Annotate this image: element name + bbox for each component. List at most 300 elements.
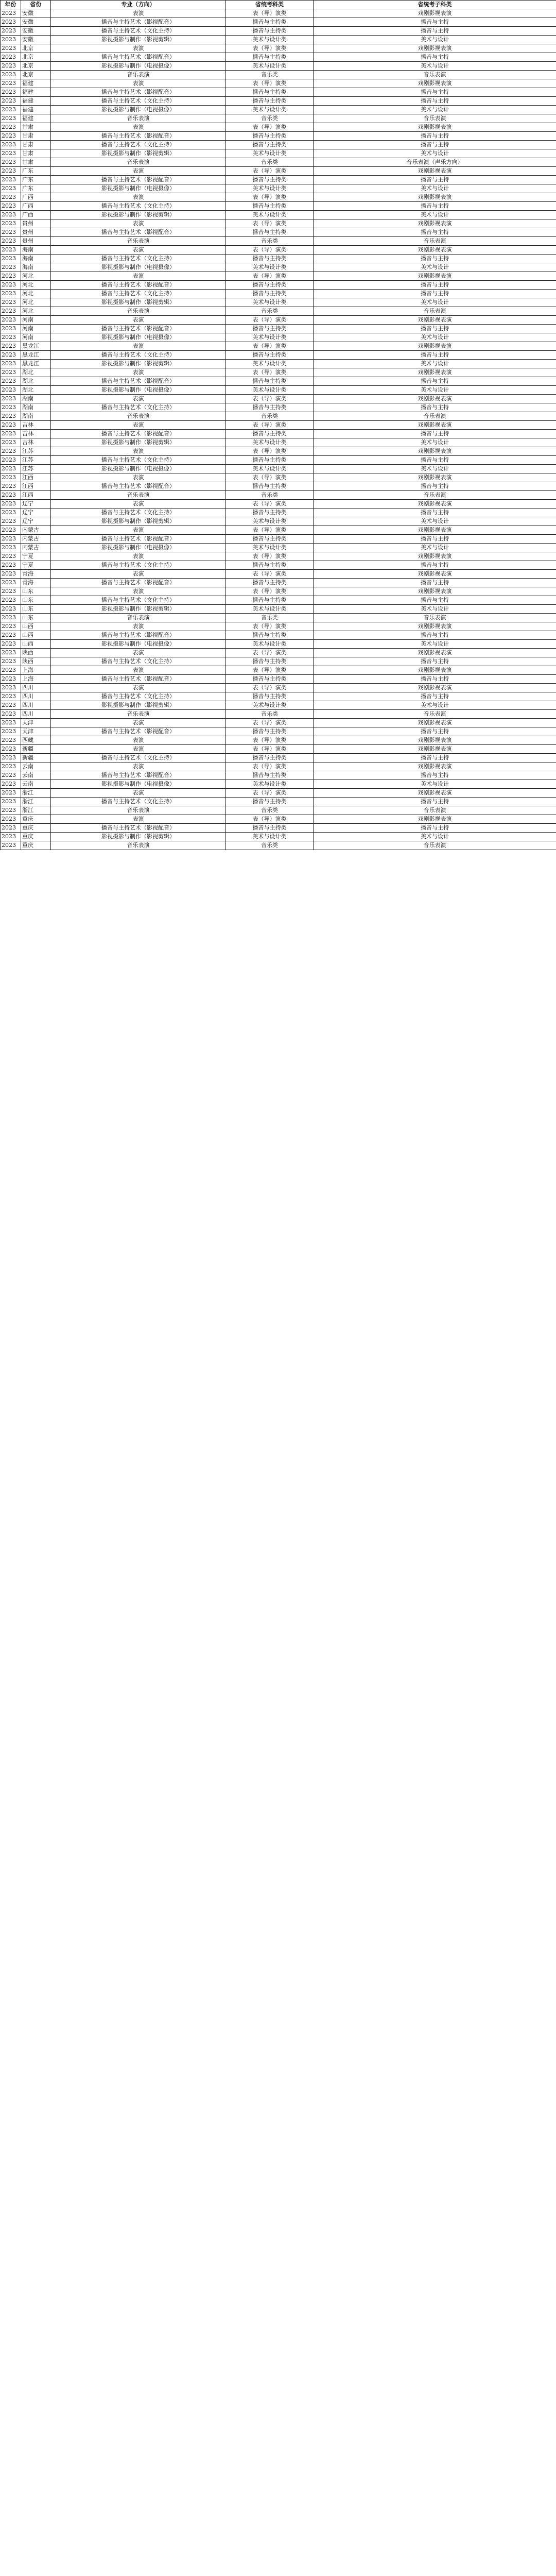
province-cell: 福建 <box>21 114 51 123</box>
province-cell: 浙江 <box>21 798 51 806</box>
major-cell: 播音与主持艺术（影视配音） <box>51 579 226 587</box>
major-cell: 播音与主持艺术（文化主持） <box>51 596 226 605</box>
major-cell: 影视摄影与制作（电视摄像） <box>51 333 226 342</box>
province-cell: 四川 <box>21 710 51 719</box>
table-row <box>1 202 556 211</box>
major-cell: 表演 <box>51 587 226 596</box>
year-cell: 2023 <box>1 438 21 447</box>
table-row <box>1 815 556 824</box>
exam-subcategory-cell: 播音与主持 <box>314 53 556 62</box>
table-row <box>1 430 556 438</box>
major-cell: 表演 <box>51 815 226 824</box>
major-cell: 表演 <box>51 719 226 727</box>
table-row <box>1 473 556 482</box>
exam-subcategory-cell: 美术与设计 <box>314 106 556 114</box>
header-year: 年份 <box>1 1 21 9</box>
exam-category-cell: 表（导）演类 <box>226 745 314 754</box>
year-cell: 2023 <box>1 509 21 517</box>
year-cell: 2023 <box>1 754 21 762</box>
header-major: 专业（方向） <box>51 1 226 9</box>
province-cell: 黑龙江 <box>21 360 51 368</box>
exam-category-cell: 表（导）演类 <box>226 368 314 377</box>
exam-category-cell: 播音与主持类 <box>226 351 314 360</box>
exam-category-cell: 音乐类 <box>226 158 314 167</box>
exam-category-cell: 播音与主持类 <box>226 430 314 438</box>
major-cell: 影视摄影与制作（影视剪辑） <box>51 360 226 368</box>
major-cell: 音乐表演 <box>51 114 226 123</box>
exam-category-cell: 播音与主持类 <box>226 727 314 736</box>
province-cell: 黑龙江 <box>21 351 51 360</box>
exam-category-cell: 表（导）演类 <box>226 815 314 824</box>
table-row <box>1 149 556 158</box>
year-cell: 2023 <box>1 675 21 684</box>
table-row <box>1 736 556 745</box>
year-cell: 2023 <box>1 307 21 316</box>
exam-subcategory-cell: 戏剧影视表演 <box>314 789 556 798</box>
year-cell: 2023 <box>1 701 21 710</box>
exam-subcategory-cell: 播音与主持 <box>314 255 556 263</box>
major-cell: 播音与主持艺术（影视配音） <box>51 482 226 491</box>
major-cell: 表演 <box>51 395 226 403</box>
province-cell: 湖北 <box>21 377 51 386</box>
exam-subcategory-cell: 戏剧影视表演 <box>314 552 556 561</box>
province-cell: 广东 <box>21 184 51 193</box>
year-cell: 2023 <box>1 176 21 184</box>
exam-category-cell: 美术与设计类 <box>226 465 314 473</box>
exam-category-cell: 表（导）演类 <box>226 342 314 351</box>
exam-subcategory-cell: 音乐表演 <box>314 237 556 246</box>
exam-category-cell: 播音与主持类 <box>226 18 314 27</box>
province-cell: 云南 <box>21 780 51 789</box>
province-cell: 广西 <box>21 202 51 211</box>
exam-subcategory-cell: 播音与主持 <box>314 456 556 465</box>
header-exam-category: 省统考科类 <box>226 1 314 9</box>
province-cell: 河北 <box>21 281 51 290</box>
year-cell: 2023 <box>1 798 21 806</box>
year-cell: 2023 <box>1 281 21 290</box>
major-cell: 影视摄影与制作（电视摄像） <box>51 106 226 114</box>
major-cell: 表演 <box>51 500 226 509</box>
table-row <box>1 106 556 114</box>
table-row <box>1 771 556 780</box>
major-cell: 影视摄影与制作（影视剪辑） <box>51 517 226 526</box>
exam-category-cell: 播音与主持类 <box>226 675 314 684</box>
table-row <box>1 517 556 526</box>
major-cell: 播音与主持艺术（影视配音） <box>51 727 226 736</box>
table-row <box>1 666 556 675</box>
major-cell: 影视摄影与制作（影视剪辑） <box>51 298 226 307</box>
exam-subcategory-cell: 播音与主持 <box>314 482 556 491</box>
exam-category-cell: 播音与主持类 <box>226 596 314 605</box>
table-row <box>1 272 556 281</box>
year-cell: 2023 <box>1 465 21 473</box>
major-cell: 播音与主持艺术（影视配音） <box>51 377 226 386</box>
exam-subcategory-cell: 美术与设计 <box>314 36 556 44</box>
year-cell: 2023 <box>1 596 21 605</box>
major-cell: 音乐表演 <box>51 710 226 719</box>
exam-subcategory-cell: 播音与主持 <box>314 18 556 27</box>
exam-subcategory-cell: 播音与主持 <box>314 403 556 412</box>
exam-category-cell: 播音与主持类 <box>226 771 314 780</box>
table-row <box>1 18 556 27</box>
year-cell: 2023 <box>1 237 21 246</box>
year-cell: 2023 <box>1 272 21 281</box>
year-cell: 2023 <box>1 622 21 631</box>
exam-subcategory-cell: 播音与主持 <box>314 824 556 833</box>
province-cell: 福建 <box>21 97 51 106</box>
exam-subcategory-cell: 美术与设计 <box>314 605 556 614</box>
exam-subcategory-cell: 戏剧影视表演 <box>314 44 556 53</box>
exam-subcategory-cell: 戏剧影视表演 <box>314 473 556 482</box>
province-cell: 山西 <box>21 640 51 649</box>
year-cell: 2023 <box>1 219 21 228</box>
major-cell: 播音与主持艺术（影视配音） <box>51 281 226 290</box>
province-cell: 天津 <box>21 727 51 736</box>
exam-category-cell: 表（导）演类 <box>226 272 314 281</box>
exam-category-cell: 音乐类 <box>226 412 314 421</box>
exam-subcategory-cell: 播音与主持 <box>314 561 556 570</box>
year-cell: 2023 <box>1 158 21 167</box>
province-cell: 安徽 <box>21 18 51 27</box>
year-cell: 2023 <box>1 403 21 412</box>
province-cell: 浙江 <box>21 789 51 798</box>
exam-category-cell: 表（导）演类 <box>226 79 314 88</box>
major-cell: 音乐表演 <box>51 158 226 167</box>
exam-category-cell: 美术与设计类 <box>226 333 314 342</box>
province-cell: 天津 <box>21 719 51 727</box>
exam-category-cell: 播音与主持类 <box>226 53 314 62</box>
province-cell: 四川 <box>21 701 51 710</box>
table-row <box>1 421 556 430</box>
major-cell: 影视摄影与制作（影视剪辑） <box>51 605 226 614</box>
exam-category-cell: 美术与设计类 <box>226 211 314 219</box>
exam-category-cell: 表（导）演类 <box>226 44 314 53</box>
year-cell: 2023 <box>1 719 21 727</box>
province-cell: 河北 <box>21 298 51 307</box>
province-cell: 重庆 <box>21 841 51 850</box>
province-cell: 湖南 <box>21 412 51 421</box>
major-cell: 音乐表演 <box>51 412 226 421</box>
table-body <box>1 9 556 850</box>
exam-category-cell: 表（导）演类 <box>226 447 314 456</box>
year-cell: 2023 <box>1 762 21 771</box>
major-cell: 表演 <box>51 219 226 228</box>
major-cell: 影视摄影与制作（电视摄像） <box>51 780 226 789</box>
province-cell: 福建 <box>21 79 51 88</box>
year-cell: 2023 <box>1 666 21 675</box>
exam-subcategory-cell: 音乐表演 <box>314 307 556 316</box>
exam-category-cell: 表（导）演类 <box>226 219 314 228</box>
table-row <box>1 710 556 719</box>
province-cell: 贵州 <box>21 237 51 246</box>
exam-category-cell: 音乐类 <box>226 710 314 719</box>
major-cell: 影视摄影与制作（影视剪辑） <box>51 833 226 841</box>
exam-subcategory-cell: 戏剧影视表演 <box>314 649 556 657</box>
exam-category-cell: 表（导）演类 <box>226 167 314 176</box>
province-cell: 山东 <box>21 605 51 614</box>
major-cell: 表演 <box>51 368 226 377</box>
exam-category-cell: 音乐类 <box>226 841 314 850</box>
province-cell: 广西 <box>21 193 51 202</box>
exam-subcategory-cell: 戏剧影视表演 <box>314 272 556 281</box>
table-row <box>1 219 556 228</box>
province-cell: 黑龙江 <box>21 342 51 351</box>
exam-subcategory-cell: 音乐表演 <box>314 412 556 421</box>
table-row <box>1 789 556 798</box>
exam-subcategory-cell: 戏剧影视表演 <box>314 666 556 675</box>
exam-subcategory-cell: 播音与主持 <box>314 631 556 640</box>
province-cell: 贵州 <box>21 219 51 228</box>
year-cell: 2023 <box>1 456 21 465</box>
year-cell: 2023 <box>1 298 21 307</box>
year-cell: 2023 <box>1 841 21 850</box>
province-cell: 四川 <box>21 692 51 701</box>
major-cell: 播音与主持艺术（文化主持） <box>51 509 226 517</box>
exam-category-cell: 播音与主持类 <box>226 579 314 587</box>
province-cell: 北京 <box>21 62 51 71</box>
major-cell: 表演 <box>51 342 226 351</box>
major-cell: 播音与主持艺术（文化主持） <box>51 657 226 666</box>
province-cell: 吉林 <box>21 430 51 438</box>
year-cell: 2023 <box>1 141 21 149</box>
year-cell: 2023 <box>1 640 21 649</box>
major-cell: 音乐表演 <box>51 491 226 500</box>
table-row <box>1 79 556 88</box>
year-cell: 2023 <box>1 36 21 44</box>
table-row <box>1 824 556 833</box>
header-row <box>1 1 556 9</box>
exam-category-cell: 表（导）演类 <box>226 587 314 596</box>
exam-subcategory-cell: 播音与主持 <box>314 202 556 211</box>
exam-subcategory-cell: 戏剧影视表演 <box>314 587 556 596</box>
table-row <box>1 684 556 692</box>
major-cell: 影视摄影与制作（影视剪辑） <box>51 701 226 710</box>
exam-subcategory-cell: 音乐表演（声乐方向） <box>314 158 556 167</box>
exam-subcategory-cell: 美术与设计 <box>314 544 556 552</box>
exam-category-cell: 美术与设计类 <box>226 386 314 395</box>
major-cell: 播音与主持艺术（影视配音） <box>51 53 226 62</box>
province-cell: 安徽 <box>21 36 51 44</box>
table-row <box>1 167 556 176</box>
province-cell: 重庆 <box>21 824 51 833</box>
exam-category-cell: 播音与主持类 <box>226 88 314 97</box>
major-cell: 播音与主持艺术（影视配音） <box>51 631 226 640</box>
exam-subcategory-cell: 戏剧影视表演 <box>314 570 556 579</box>
table-row <box>1 9 556 18</box>
major-cell: 播音与主持艺术（文化主持） <box>51 456 226 465</box>
major-cell: 播音与主持艺术（文化主持） <box>51 403 226 412</box>
major-cell: 表演 <box>51 9 226 18</box>
table-row <box>1 263 556 272</box>
exam-category-cell: 播音与主持类 <box>226 228 314 237</box>
exam-subcategory-cell: 播音与主持 <box>314 535 556 544</box>
exam-subcategory-cell: 戏剧影视表演 <box>314 368 556 377</box>
exam-category-cell: 表（导）演类 <box>226 500 314 509</box>
exam-category-cell: 音乐类 <box>226 114 314 123</box>
exam-subcategory-cell: 播音与主持 <box>314 325 556 333</box>
table-row <box>1 570 556 579</box>
exam-category-cell: 播音与主持类 <box>226 754 314 762</box>
province-cell: 山西 <box>21 631 51 640</box>
table-row <box>1 596 556 605</box>
exam-subcategory-cell: 戏剧影视表演 <box>314 79 556 88</box>
exam-category-cell: 播音与主持类 <box>226 290 314 298</box>
year-cell: 2023 <box>1 517 21 526</box>
exam-subcategory-cell: 播音与主持 <box>314 657 556 666</box>
major-cell: 影视摄影与制作（影视剪辑） <box>51 36 226 44</box>
exam-category-cell: 音乐类 <box>226 71 314 79</box>
table-row <box>1 44 556 53</box>
table-row <box>1 368 556 377</box>
major-cell: 播音与主持艺术（文化主持） <box>51 798 226 806</box>
table-row <box>1 806 556 815</box>
year-cell: 2023 <box>1 97 21 106</box>
table-row <box>1 754 556 762</box>
exam-subcategory-cell: 美术与设计 <box>314 701 556 710</box>
table-row <box>1 727 556 736</box>
exam-category-cell: 美术与设计类 <box>226 62 314 71</box>
exam-subcategory-cell: 戏剧影视表演 <box>314 815 556 824</box>
exam-category-cell: 美术与设计类 <box>226 184 314 193</box>
exam-subcategory-cell: 美术与设计 <box>314 833 556 841</box>
major-cell: 播音与主持艺术（文化主持） <box>51 561 226 570</box>
exam-subcategory-cell: 播音与主持 <box>314 27 556 36</box>
exam-subcategory-cell: 美术与设计 <box>314 640 556 649</box>
exam-subcategory-cell: 播音与主持 <box>314 692 556 701</box>
province-cell: 山东 <box>21 587 51 596</box>
major-cell: 播音与主持艺术（文化主持） <box>51 351 226 360</box>
exam-category-cell: 表（导）演类 <box>226 719 314 727</box>
major-cell: 音乐表演 <box>51 307 226 316</box>
table-row <box>1 62 556 71</box>
exam-category-cell: 播音与主持类 <box>226 824 314 833</box>
year-cell: 2023 <box>1 114 21 123</box>
table-row <box>1 447 556 456</box>
admission-table <box>0 0 556 850</box>
major-cell: 表演 <box>51 79 226 88</box>
major-cell: 播音与主持艺术（影视配音） <box>51 88 226 97</box>
major-cell: 表演 <box>51 447 226 456</box>
exam-subcategory-cell: 播音与主持 <box>314 596 556 605</box>
exam-subcategory-cell: 美术与设计 <box>314 211 556 219</box>
exam-subcategory-cell: 美术与设计 <box>314 333 556 342</box>
exam-category-cell: 美术与设计类 <box>226 360 314 368</box>
year-cell: 2023 <box>1 342 21 351</box>
major-cell: 影视摄影与制作（电视摄像） <box>51 62 226 71</box>
table-row <box>1 640 556 649</box>
table-row <box>1 237 556 246</box>
table-row <box>1 36 556 44</box>
table-row <box>1 438 556 447</box>
year-cell: 2023 <box>1 211 21 219</box>
province-cell: 河南 <box>21 325 51 333</box>
exam-category-cell: 音乐类 <box>226 614 314 622</box>
exam-category-cell: 播音与主持类 <box>226 561 314 570</box>
exam-subcategory-cell: 美术与设计 <box>314 780 556 789</box>
year-cell: 2023 <box>1 132 21 141</box>
header-exam-subcategory: 省统考子科类 <box>314 1 556 9</box>
province-cell: 吉林 <box>21 421 51 430</box>
year-cell: 2023 <box>1 123 21 132</box>
year-cell: 2023 <box>1 412 21 421</box>
exam-subcategory-cell: 播音与主持 <box>314 509 556 517</box>
exam-category-cell: 美术与设计类 <box>226 36 314 44</box>
table-row <box>1 614 556 622</box>
exam-subcategory-cell: 戏剧影视表演 <box>314 193 556 202</box>
exam-subcategory-cell: 戏剧影视表演 <box>314 395 556 403</box>
province-cell: 山东 <box>21 614 51 622</box>
year-cell: 2023 <box>1 561 21 570</box>
year-cell: 2023 <box>1 377 21 386</box>
province-cell: 湖南 <box>21 403 51 412</box>
year-cell: 2023 <box>1 255 21 263</box>
province-cell: 湖北 <box>21 368 51 377</box>
major-cell: 播音与主持艺术（文化主持） <box>51 255 226 263</box>
exam-subcategory-cell: 播音与主持 <box>314 228 556 237</box>
province-cell: 云南 <box>21 771 51 780</box>
exam-subcategory-cell: 音乐表演 <box>314 841 556 850</box>
table-row <box>1 53 556 62</box>
exam-category-cell: 表（导）演类 <box>226 123 314 132</box>
major-cell: 表演 <box>51 552 226 561</box>
year-cell: 2023 <box>1 780 21 789</box>
major-cell: 表演 <box>51 526 226 535</box>
year-cell: 2023 <box>1 649 21 657</box>
exam-subcategory-cell: 音乐表演 <box>314 491 556 500</box>
year-cell: 2023 <box>1 325 21 333</box>
exam-category-cell: 美术与设计类 <box>226 438 314 447</box>
major-cell: 播音与主持艺术（影视配音） <box>51 176 226 184</box>
province-cell: 江西 <box>21 473 51 482</box>
exam-category-cell: 播音与主持类 <box>226 798 314 806</box>
table-row <box>1 228 556 237</box>
year-cell: 2023 <box>1 62 21 71</box>
major-cell: 播音与主持艺术（文化主持） <box>51 290 226 298</box>
year-cell: 2023 <box>1 824 21 833</box>
province-cell: 新疆 <box>21 754 51 762</box>
table-row <box>1 386 556 395</box>
major-cell: 表演 <box>51 473 226 482</box>
year-cell: 2023 <box>1 386 21 395</box>
exam-category-cell: 表（导）演类 <box>226 421 314 430</box>
year-cell: 2023 <box>1 9 21 18</box>
province-cell: 北京 <box>21 53 51 62</box>
year-cell: 2023 <box>1 167 21 176</box>
table-row <box>1 255 556 263</box>
exam-subcategory-cell: 美术与设计 <box>314 360 556 368</box>
exam-subcategory-cell: 戏剧影视表演 <box>314 447 556 456</box>
exam-subcategory-cell: 美术与设计 <box>314 465 556 473</box>
table-row <box>1 246 556 255</box>
year-cell: 2023 <box>1 833 21 841</box>
year-cell: 2023 <box>1 631 21 640</box>
exam-subcategory-cell: 戏剧影视表演 <box>314 342 556 351</box>
province-cell: 河南 <box>21 333 51 342</box>
province-cell: 宁夏 <box>21 561 51 570</box>
province-cell: 安徽 <box>21 9 51 18</box>
major-cell: 表演 <box>51 666 226 675</box>
province-cell: 河北 <box>21 290 51 298</box>
exam-category-cell: 播音与主持类 <box>226 657 314 666</box>
major-cell: 播音与主持艺术（文化主持） <box>51 754 226 762</box>
exam-subcategory-cell: 戏剧影视表演 <box>314 736 556 745</box>
exam-subcategory-cell: 播音与主持 <box>314 141 556 149</box>
province-cell: 甘肃 <box>21 123 51 132</box>
year-cell: 2023 <box>1 614 21 622</box>
province-cell: 重庆 <box>21 833 51 841</box>
province-cell: 山西 <box>21 622 51 631</box>
table-row <box>1 561 556 570</box>
